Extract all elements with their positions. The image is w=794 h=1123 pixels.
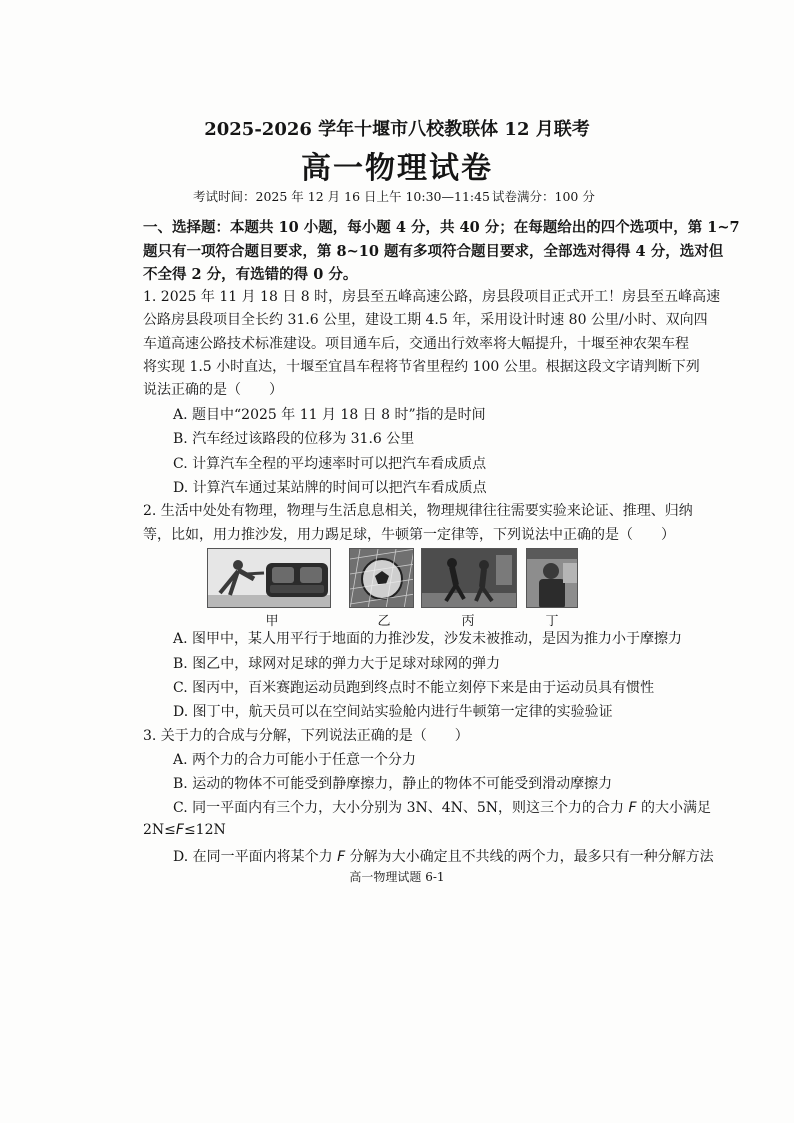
full-score: 试卷满分：100 分 [492, 189, 595, 204]
subject-title: 高一物理试卷 [301, 151, 493, 186]
page-footer: 高一物理试题 6-1 [349, 870, 445, 884]
q1-option-d: D. 计算汽车通过某站牌的时间可以把汽车看成质点 [173, 480, 487, 496]
figure-label-jia: 甲 [265, 614, 279, 629]
q1-option-a: A. 题目中“2025 年 11 月 18 日 8 时”指的是时间 [173, 407, 486, 423]
question-1-line: 将实现 1.5 小时直达，十堰至宜昌车程将节省里程约 100 公里。根据这段文字请判断下列 [143, 359, 700, 375]
q3-option-b: B. 运动的物体不可能受到静摩擦力，静止的物体不可能受到滑动摩擦力 [173, 776, 613, 792]
force-variable: F [175, 822, 184, 838]
force-variable: F [337, 849, 346, 865]
q1-option-c: C. 计算汽车全程的平均速率时可以把汽车看成质点 [173, 456, 487, 472]
q2-option-c: C. 图丙中，百米赛跑运动员跑到终点时不能立刻停下来是由于运动员具有惯性 [173, 680, 655, 696]
question-1-line: 说法正确的是（ ） [143, 382, 283, 398]
figure-label-bing: 丙 [461, 614, 475, 629]
question-2-line: 2. 生活中处处有物理，物理与生活息息相关，物理规律往往需要实验来论证、推理、归纳 [143, 503, 693, 519]
force-variable: F [628, 800, 637, 816]
exam-title: 2025-2026 学年十堰市八校教联体 12 月联考 [204, 119, 590, 140]
exam-time: 考试时间：2025 年 12 月 16 日上午 10:30—11:45 [193, 189, 491, 204]
question-1-line: 1. 2025 年 11 月 18 日 8 时，房县至五峰高速公路，房县段项目正式开工！房县至五峰高速 [143, 289, 721, 305]
q3-option-d: D. 在同一平面内将某个力 F 分解为大小确定且不共线的两个力，最多只有一种分解方法 [173, 849, 714, 865]
q2-option-d: D. 图丁中，航天员可以在空间站实验舱内进行牛顿第一定律的实验验证 [173, 704, 613, 720]
q2-option-a: A. 图甲中，某人用平行于地面的力推沙发，沙发未被推动，是因为推力小于摩擦力 [173, 631, 683, 647]
q3-option-c-line2: 2N≤F≤12N [143, 822, 226, 838]
question-2-line: 等，比如，用力推沙发，用力踢足球，牛顿第一定律等，下列说法中正确的是（ ） [143, 527, 675, 543]
q3-option-a: A. 两个力的合力可能小于任意一个分力 [173, 752, 417, 768]
section-instruction-line: 题只有一项符合题目要求，第 8~10 题有多项符合题目要求，全部选对得得 4 分，选对但 [143, 243, 724, 260]
section-instruction-line: 一、选择题：本题共 10 小题，每小题 4 分，共 40 分；在每题给出的四个选项中，第 1~7 [143, 219, 740, 236]
figure-football-net [349, 548, 414, 608]
section-instruction-line: 不全得 2 分，有选错的得 0 分。 [143, 266, 358, 283]
question-1-line: 车道高速公路技术标准建设。项目通车后，交通出行效率将大幅提升，十堰至神农架车程 [143, 336, 689, 352]
figure-push-sofa [207, 548, 331, 608]
figure-sprinters [421, 548, 517, 608]
q1-option-b: B. 汽车经过该路段的位移为 31.6 公里 [173, 431, 415, 447]
question-3-stem: 3. 关于力的合成与分解，下列说法正确的是（ ） [143, 728, 469, 744]
question-1-line: 公路房县段项目全长约 31.6 公里，建设工期 4.5 年，采用设计时速 80 公里/小时、双向四 [143, 312, 708, 328]
q3-option-c: C. 同一平面内有三个力，大小分别为 3N、4N、5N，则这三个力的合力 F 的大小满足 [173, 800, 711, 816]
figure-label-ding: 丁 [545, 614, 559, 629]
figure-label-yi: 乙 [377, 614, 391, 629]
q2-option-b: B. 图乙中，球网对足球的弹力大于足球对球网的弹力 [173, 656, 501, 672]
figure-astronaut [526, 548, 578, 608]
